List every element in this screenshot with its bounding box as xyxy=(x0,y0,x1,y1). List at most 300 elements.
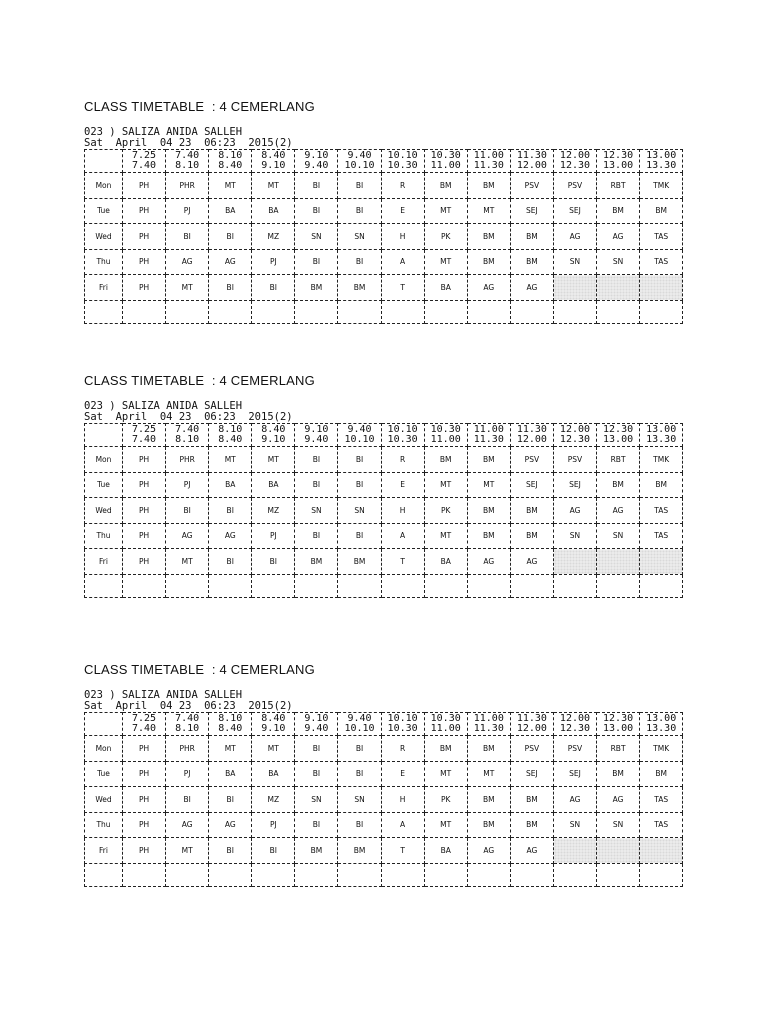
period-start: 13.00 xyxy=(646,150,677,161)
day-row xyxy=(85,838,683,864)
subject-cell: AG xyxy=(510,549,553,575)
period-header-cell xyxy=(295,424,338,447)
subject-cell: BM xyxy=(338,275,381,301)
subject-cell: AG xyxy=(209,812,252,838)
period-header-cell xyxy=(381,713,424,736)
day-row xyxy=(85,472,683,498)
subject-cell: BI xyxy=(209,787,252,813)
period-end: 8.10 xyxy=(175,723,200,734)
period-end: 8.40 xyxy=(218,160,243,171)
blank-row xyxy=(85,863,683,886)
day-label: Thu xyxy=(85,249,123,275)
subject-cell: BM xyxy=(467,249,510,275)
subject-cell: BI xyxy=(338,736,381,762)
subject-cell: PSV xyxy=(510,736,553,762)
day-label: Wed xyxy=(85,787,123,813)
period-end: 7.40 xyxy=(132,160,157,171)
period-start: 11.30 xyxy=(516,150,547,161)
blank-cell xyxy=(640,863,683,886)
timetable-grid xyxy=(84,712,683,887)
subject-cell: BI xyxy=(209,275,252,301)
subject-cell: AG xyxy=(209,249,252,275)
period-end: 9.10 xyxy=(261,434,286,445)
blank-cell xyxy=(123,863,166,886)
period-start: 10.30 xyxy=(430,424,461,435)
period-start: 12.00 xyxy=(559,150,591,161)
subject-cell: PSV xyxy=(510,447,553,473)
subject-cell: SN xyxy=(597,523,640,549)
subject-cell: MT xyxy=(252,447,295,473)
subject-cell: BA xyxy=(252,472,295,498)
subject-cell: AG xyxy=(510,838,553,864)
period-end: 12.30 xyxy=(559,434,591,445)
corner-cell xyxy=(85,713,123,736)
period-header-cell xyxy=(252,150,295,173)
subject-cell: BI xyxy=(166,787,209,813)
subject-cell: PH xyxy=(123,498,166,524)
subject-cell: SN xyxy=(295,498,338,524)
subject-cell: BM xyxy=(510,249,553,275)
blank-cell xyxy=(295,574,338,597)
subject-cell: R xyxy=(381,736,424,762)
subject-cell: AG xyxy=(166,249,209,275)
blank-cell xyxy=(381,300,424,323)
subject-cell: BM xyxy=(467,173,510,199)
period-end: 11.00 xyxy=(430,160,461,171)
period-start: 8.40 xyxy=(261,424,286,435)
period-header-row xyxy=(85,424,683,447)
subject-cell: BI xyxy=(295,198,338,224)
subject-cell: BM xyxy=(467,812,510,838)
timetable-block xyxy=(84,372,684,598)
subject-cell: BM xyxy=(295,549,338,575)
period-start: 9.10 xyxy=(304,424,329,435)
period-start: 9.10 xyxy=(304,713,329,724)
subject-cell: BI xyxy=(338,173,381,199)
subject-cell: BM xyxy=(640,761,683,787)
subject-cell: TAS xyxy=(640,224,683,250)
period-header-cell xyxy=(553,713,596,736)
blank-cell xyxy=(510,300,553,323)
period-header-cell xyxy=(510,424,553,447)
timetable-info xyxy=(84,690,684,712)
day-row xyxy=(85,761,683,787)
blank-row xyxy=(85,300,683,323)
subject-cell: BA xyxy=(424,549,467,575)
day-row xyxy=(85,523,683,549)
subject-cell: SN xyxy=(295,787,338,813)
subject-cell: TMK xyxy=(640,447,683,473)
blank-cell xyxy=(553,863,596,886)
blank-cell xyxy=(252,574,295,597)
period-header-cell xyxy=(123,150,166,173)
period-start: 10.30 xyxy=(430,150,461,161)
blank-cell xyxy=(85,863,123,886)
subject-cell: BA xyxy=(424,838,467,864)
subject-cell: MT xyxy=(166,275,209,301)
subject-cell: PH xyxy=(123,447,166,473)
day-label: Mon xyxy=(85,173,123,199)
period-header-cell xyxy=(553,424,596,447)
period-start: 8.10 xyxy=(218,424,243,435)
subject-cell: BI xyxy=(338,249,381,275)
subject-cell: BM xyxy=(467,523,510,549)
subject-cell: AG xyxy=(166,812,209,838)
period-header-cell xyxy=(381,424,424,447)
blank-cell xyxy=(166,863,209,886)
subject-cell: PJ xyxy=(166,198,209,224)
period-start: 11.00 xyxy=(473,713,504,724)
blank-cell xyxy=(510,574,553,597)
subject-cell: BI xyxy=(295,523,338,549)
subject-cell: SEJ xyxy=(553,198,596,224)
subject-cell: BA xyxy=(209,472,252,498)
period-end: 10.10 xyxy=(344,723,375,734)
period-end: 11.30 xyxy=(473,434,504,445)
day-label: Tue xyxy=(85,761,123,787)
period-end: 11.00 xyxy=(430,434,461,445)
subject-cell: T xyxy=(381,549,424,575)
period-start: 9.40 xyxy=(347,713,372,724)
subject-cell: A xyxy=(381,249,424,275)
subject-cell: BI xyxy=(209,498,252,524)
subject-cell: BI xyxy=(209,838,252,864)
blank-cell xyxy=(553,300,596,323)
subject-cell: BM xyxy=(467,736,510,762)
subject-cell: BM xyxy=(510,812,553,838)
period-start: 7.40 xyxy=(175,713,200,724)
period-start: 10.10 xyxy=(387,150,418,161)
subject-cell: BM xyxy=(510,498,553,524)
subject-cell: SN xyxy=(597,249,640,275)
period-end: 9.40 xyxy=(304,723,329,734)
day-label: Tue xyxy=(85,472,123,498)
blank-cell xyxy=(166,574,209,597)
blank-cell xyxy=(295,300,338,323)
day-label: Wed xyxy=(85,498,123,524)
subject-cell: MZ xyxy=(252,224,295,250)
subject-cell: BI xyxy=(338,761,381,787)
subject-cell: BM xyxy=(295,275,338,301)
subject-cell: PK xyxy=(424,224,467,250)
period-end: 12.30 xyxy=(559,160,591,171)
subject-cell: R xyxy=(381,173,424,199)
subject-cell: BI xyxy=(338,523,381,549)
period-end: 12.30 xyxy=(559,723,591,734)
subject-cell: BM xyxy=(338,549,381,575)
period-header-cell xyxy=(467,424,510,447)
day-row xyxy=(85,812,683,838)
subject-cell: SN xyxy=(553,249,596,275)
period-header-cell xyxy=(166,713,209,736)
subject-cell: H xyxy=(381,224,424,250)
period-start: 12.00 xyxy=(559,713,591,724)
subject-cell: PHR xyxy=(166,173,209,199)
subject-cell: MT xyxy=(209,736,252,762)
subject-cell: AG xyxy=(597,224,640,250)
subject-cell: BM xyxy=(640,472,683,498)
subject-cell: BM xyxy=(640,198,683,224)
day-row xyxy=(85,173,683,199)
period-header-cell xyxy=(597,424,640,447)
period-start: 7.25 xyxy=(132,424,157,435)
period-start: 11.00 xyxy=(473,150,504,161)
period-end: 10.30 xyxy=(387,160,418,171)
subject-cell: BI xyxy=(295,173,338,199)
subject-cell: BA xyxy=(252,761,295,787)
subject-cell: MZ xyxy=(252,787,295,813)
period-header-cell xyxy=(510,150,553,173)
period-start: 8.10 xyxy=(218,713,243,724)
subject-cell: RBT xyxy=(597,447,640,473)
period-start: 7.40 xyxy=(175,424,200,435)
subject-cell: BI xyxy=(209,224,252,250)
subject-cell: SN xyxy=(338,224,381,250)
blank-cell xyxy=(209,574,252,597)
subject-cell: PJ xyxy=(166,761,209,787)
subject-cell: H xyxy=(381,787,424,813)
subject-cell: R xyxy=(381,447,424,473)
period-start: 9.40 xyxy=(347,150,372,161)
period-header-cell xyxy=(467,150,510,173)
blank-cell xyxy=(510,863,553,886)
subject-cell: MT xyxy=(467,761,510,787)
empty-slot xyxy=(553,838,596,864)
period-end: 12.00 xyxy=(516,434,547,445)
period-end: 10.10 xyxy=(344,434,375,445)
subject-cell: PH xyxy=(123,838,166,864)
subject-cell: T xyxy=(381,275,424,301)
blank-cell xyxy=(209,863,252,886)
blank-row xyxy=(85,574,683,597)
subject-cell: BM xyxy=(597,761,640,787)
subject-cell: MT xyxy=(424,249,467,275)
period-end: 8.10 xyxy=(175,160,200,171)
day-row xyxy=(85,249,683,275)
period-header-cell xyxy=(510,713,553,736)
period-end: 8.10 xyxy=(175,434,200,445)
period-end: 11.30 xyxy=(473,160,504,171)
blank-cell xyxy=(467,574,510,597)
day-label: Tue xyxy=(85,198,123,224)
subject-cell: PH xyxy=(123,249,166,275)
blank-cell xyxy=(381,863,424,886)
period-start: 13.00 xyxy=(646,424,677,435)
period-end: 13.00 xyxy=(603,723,634,734)
subject-cell: BM xyxy=(295,838,338,864)
subject-cell: PH xyxy=(123,736,166,762)
timetable-info xyxy=(84,401,684,423)
blank-cell xyxy=(424,574,467,597)
period-header-cell xyxy=(597,150,640,173)
period-start: 13.00 xyxy=(646,713,677,724)
period-header-cell xyxy=(597,713,640,736)
subject-cell: BI xyxy=(295,447,338,473)
subject-cell: PJ xyxy=(252,812,295,838)
subject-cell: MT xyxy=(424,523,467,549)
subject-cell: MT xyxy=(424,198,467,224)
subject-cell: AG xyxy=(597,787,640,813)
subject-cell: SN xyxy=(338,498,381,524)
subject-cell: PH xyxy=(123,224,166,250)
timetable-title: CLASS TIMETABLE : 4 CEMERLANG xyxy=(84,373,315,388)
subject-cell: SN xyxy=(295,224,338,250)
period-start: 11.00 xyxy=(473,424,504,435)
period-end: 10.30 xyxy=(387,434,418,445)
subject-cell: BM xyxy=(510,523,553,549)
subject-cell: MZ xyxy=(252,498,295,524)
day-row xyxy=(85,549,683,575)
teacher-line: 023 ) SALIZA ANIDA SALLEH xyxy=(84,126,243,138)
subject-cell: PH xyxy=(123,761,166,787)
period-header-cell xyxy=(424,424,467,447)
period-end: 11.30 xyxy=(473,723,504,734)
subject-cell: BI xyxy=(166,498,209,524)
subject-cell: SN xyxy=(597,812,640,838)
day-label: Fri xyxy=(85,549,123,575)
subject-cell: RBT xyxy=(597,173,640,199)
blank-cell xyxy=(252,863,295,886)
blank-cell xyxy=(295,863,338,886)
period-start: 8.40 xyxy=(261,150,286,161)
subject-cell: BI xyxy=(252,549,295,575)
subject-cell: BM xyxy=(467,224,510,250)
blank-cell xyxy=(597,863,640,886)
period-start: 7.25 xyxy=(132,713,157,724)
subject-cell: BM xyxy=(424,447,467,473)
period-end: 11.00 xyxy=(430,723,461,734)
period-start: 8.40 xyxy=(261,713,286,724)
blank-cell xyxy=(597,574,640,597)
blank-cell xyxy=(467,300,510,323)
subject-cell: PSV xyxy=(510,173,553,199)
subject-cell: BI xyxy=(166,224,209,250)
subject-cell: TAS xyxy=(640,249,683,275)
subject-cell: BM xyxy=(424,736,467,762)
subject-cell: BA xyxy=(209,198,252,224)
period-end: 10.10 xyxy=(344,160,375,171)
period-header-cell xyxy=(553,150,596,173)
subject-cell: BM xyxy=(467,498,510,524)
subject-cell: PH xyxy=(123,787,166,813)
period-start: 7.40 xyxy=(175,150,200,161)
subject-cell: BI xyxy=(338,812,381,838)
blank-cell xyxy=(85,574,123,597)
subject-cell: PK xyxy=(424,498,467,524)
period-header-cell xyxy=(424,150,467,173)
period-start: 10.30 xyxy=(430,713,461,724)
subject-cell: AG xyxy=(467,549,510,575)
blank-cell xyxy=(597,300,640,323)
period-end: 13.30 xyxy=(646,434,677,445)
empty-slot xyxy=(553,549,596,575)
subject-cell: MT xyxy=(252,173,295,199)
subject-cell: PH xyxy=(123,812,166,838)
subject-cell: BM xyxy=(510,224,553,250)
subject-cell: AG xyxy=(467,275,510,301)
timetable-block xyxy=(84,661,684,887)
subject-cell: MT xyxy=(252,736,295,762)
subject-cell: PSV xyxy=(553,736,596,762)
empty-slot xyxy=(597,549,640,575)
subject-cell: BI xyxy=(295,761,338,787)
blank-cell xyxy=(553,574,596,597)
subject-cell: BI xyxy=(338,472,381,498)
period-start: 11.30 xyxy=(516,713,547,724)
subject-cell: BI xyxy=(338,447,381,473)
subject-cell: MT xyxy=(209,447,252,473)
day-label: Thu xyxy=(85,523,123,549)
subject-cell: SN xyxy=(553,812,596,838)
subject-cell: PH xyxy=(123,173,166,199)
subject-cell: AG xyxy=(467,838,510,864)
subject-cell: MT xyxy=(166,549,209,575)
blank-cell xyxy=(424,863,467,886)
subject-cell: BI xyxy=(295,736,338,762)
subject-cell: SEJ xyxy=(510,472,553,498)
day-label: Mon xyxy=(85,447,123,473)
subject-cell: BM xyxy=(338,838,381,864)
period-end: 9.40 xyxy=(304,434,329,445)
subject-cell: MT xyxy=(424,761,467,787)
subject-cell: MT xyxy=(424,812,467,838)
subject-cell: AG xyxy=(553,498,596,524)
period-end: 7.40 xyxy=(132,434,157,445)
blank-cell xyxy=(467,863,510,886)
subject-cell: SEJ xyxy=(510,761,553,787)
blank-cell xyxy=(123,300,166,323)
date-line: Sat April 04 23 06:23 2015(2) xyxy=(84,137,293,149)
subject-cell: BI xyxy=(295,812,338,838)
subject-cell: SN xyxy=(553,523,596,549)
subject-cell: TAS xyxy=(640,523,683,549)
subject-cell: SN xyxy=(338,787,381,813)
empty-slot xyxy=(640,275,683,301)
period-start: 12.30 xyxy=(603,150,634,161)
period-header-cell xyxy=(166,424,209,447)
period-header-cell xyxy=(640,424,683,447)
day-row xyxy=(85,787,683,813)
teacher-line: 023 ) SALIZA ANIDA SALLEH xyxy=(84,400,243,412)
teacher-line: 023 ) SALIZA ANIDA SALLEH xyxy=(84,689,243,701)
timetable-title: CLASS TIMETABLE : 4 CEMERLANG xyxy=(84,99,315,114)
subject-cell: BI xyxy=(252,275,295,301)
subject-cell: RBT xyxy=(597,736,640,762)
subject-cell: PSV xyxy=(553,447,596,473)
period-start: 7.25 xyxy=(132,150,157,161)
blank-cell xyxy=(424,300,467,323)
blank-cell xyxy=(338,863,381,886)
blank-cell xyxy=(640,300,683,323)
empty-slot xyxy=(640,549,683,575)
timetable-title: CLASS TIMETABLE : 4 CEMERLANG xyxy=(84,662,315,677)
period-start: 12.00 xyxy=(559,424,591,435)
blank-cell xyxy=(381,574,424,597)
subject-cell: BI xyxy=(295,472,338,498)
subject-cell: BI xyxy=(295,249,338,275)
subject-cell: PHR xyxy=(166,447,209,473)
subject-cell: BA xyxy=(424,275,467,301)
subject-cell: PJ xyxy=(252,523,295,549)
timetable-info xyxy=(84,127,684,149)
period-header-cell xyxy=(252,713,295,736)
period-header-cell xyxy=(640,713,683,736)
subject-cell: MT xyxy=(209,173,252,199)
subject-cell: PH xyxy=(123,275,166,301)
subject-cell: PH xyxy=(123,198,166,224)
period-end: 13.30 xyxy=(646,723,677,734)
subject-cell: SEJ xyxy=(510,198,553,224)
